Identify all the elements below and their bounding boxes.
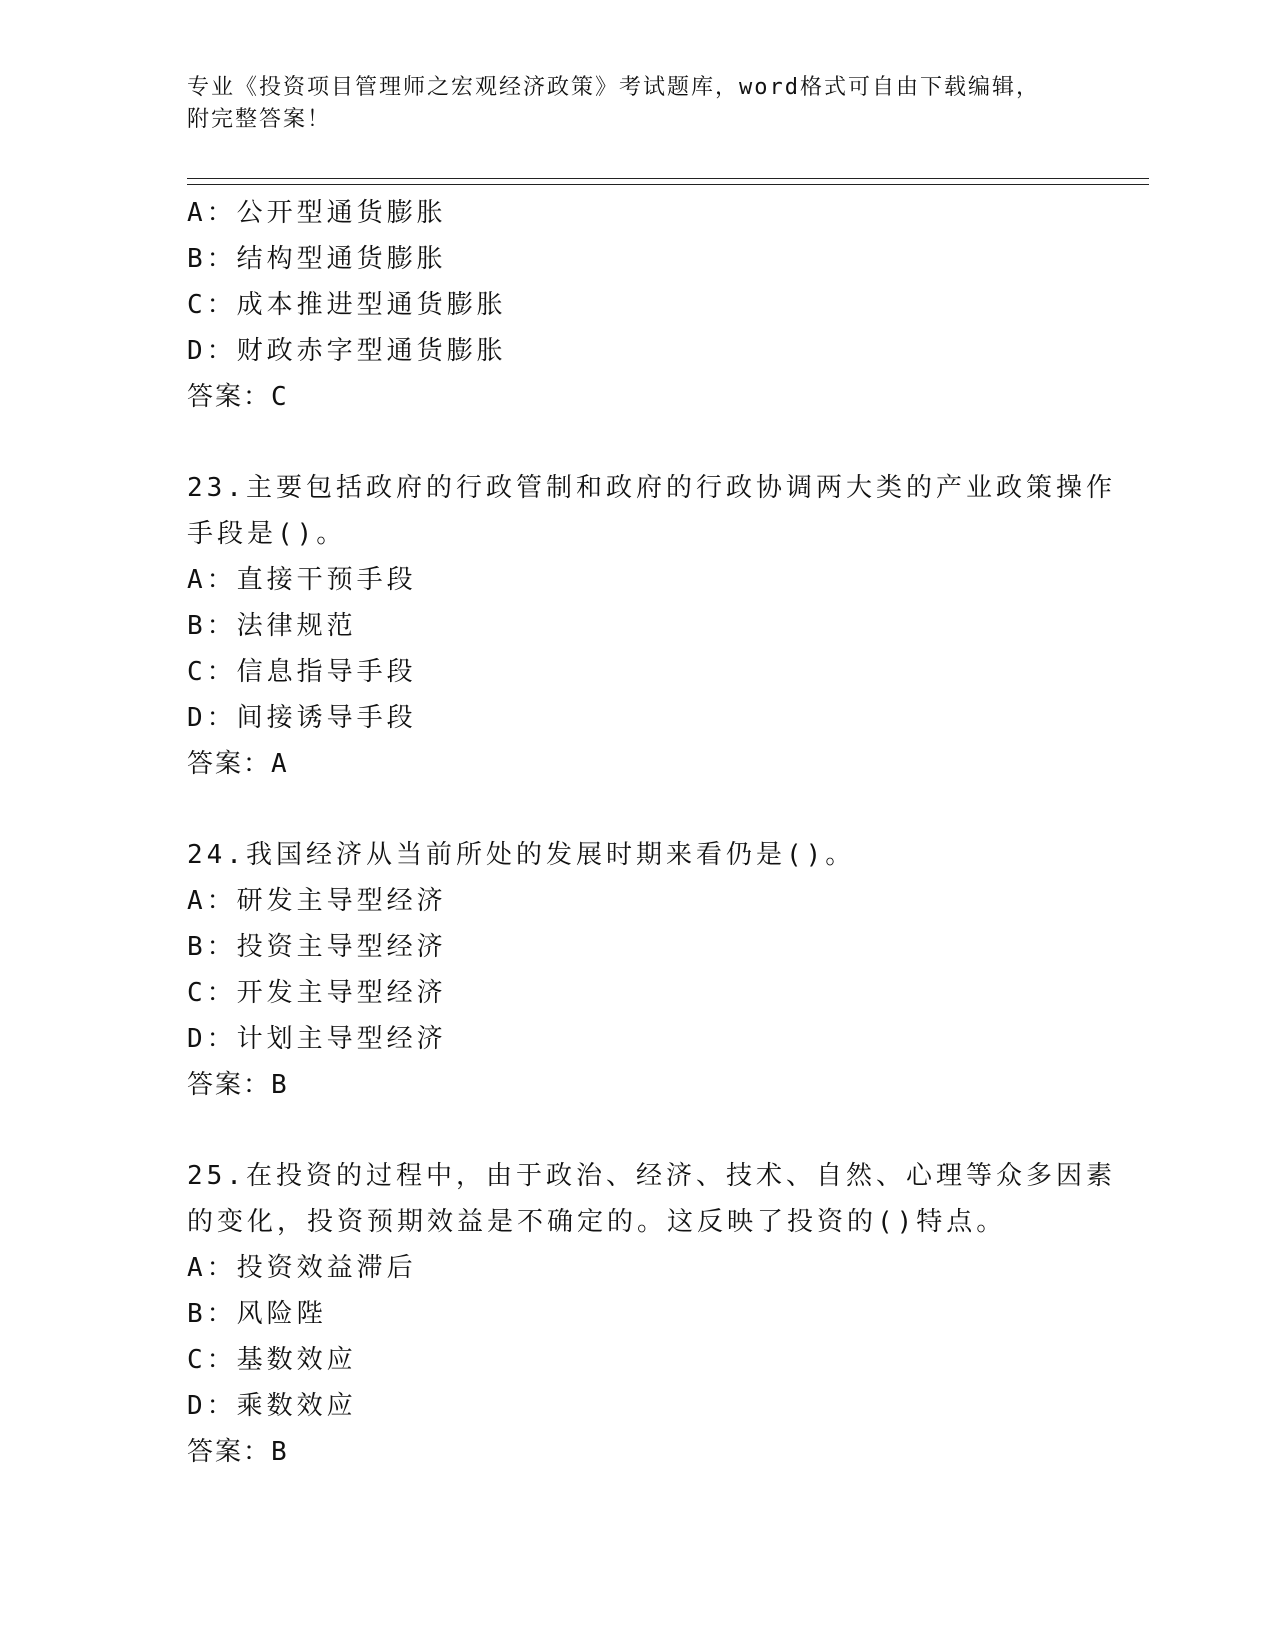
answer-line: 答案：B [187,1437,289,1467]
question-text-line-1: 23.主要包括政府的行政管制和政府的行政协调两大类的产业政策操作 [187,473,1116,503]
question-text-line-1: 25.在投资的过程中，由于政治、经济、技术、自然、心理等众多因素 [187,1161,1116,1191]
header-rule-top [187,178,1149,179]
option-d: D：间接诱导手段 [187,703,417,733]
question-block-23 [187,465,1116,787]
block-gap [187,1108,1087,1153]
option-a: A：公开型通货膨胀 [187,198,447,228]
option-d: D：财政赤字型通货膨胀 [187,336,507,366]
block-gap [187,787,1087,832]
question-block-24 [187,832,1087,1108]
option-c: C：成本推进型通货膨胀 [187,290,507,320]
answer-line: 答案：B [187,1070,289,1100]
block-gap [187,420,1087,465]
question-text-line-2: 的变化，投资预期效益是不确定的。这反映了投资的()特点。 [187,1207,1007,1237]
question-block-22 [187,190,1087,420]
option-b: B：投资主导型经济 [187,932,447,962]
option-b: B：结构型通货膨胀 [187,244,447,274]
option-a: A：直接干预手段 [187,565,417,595]
option-d: D：乘数效应 [187,1391,357,1421]
header-line-2: 附完整答案！ [187,107,332,132]
option-c: C：开发主导型经济 [187,978,447,1008]
question-text-line-2: 手段是()。 [187,519,347,549]
answer-line: 答案：A [187,749,289,779]
header-rule-bottom [187,184,1149,185]
option-b: B：风险陛 [187,1299,327,1329]
option-d: D：计划主导型经济 [187,1024,447,1054]
answer-line: 答案：C [187,382,289,412]
question-list [187,190,1116,1475]
option-c: C：信息指导手段 [187,657,417,687]
option-a: A：投资效益滞后 [187,1253,417,1283]
option-c: C：基数效应 [187,1345,357,1375]
question-block-25 [187,1153,1116,1475]
option-a: A：研发主导型经济 [187,886,447,916]
header-line-1: 专业《投资项目管理师之宏观经济政策》考试题库，word格式可自由下载编辑， [187,75,1040,100]
document-header [187,72,1087,136]
option-b: B：法律规范 [187,611,357,641]
question-text-line-1: 24.我国经济从当前所处的发展时期来看仍是()。 [187,840,856,870]
